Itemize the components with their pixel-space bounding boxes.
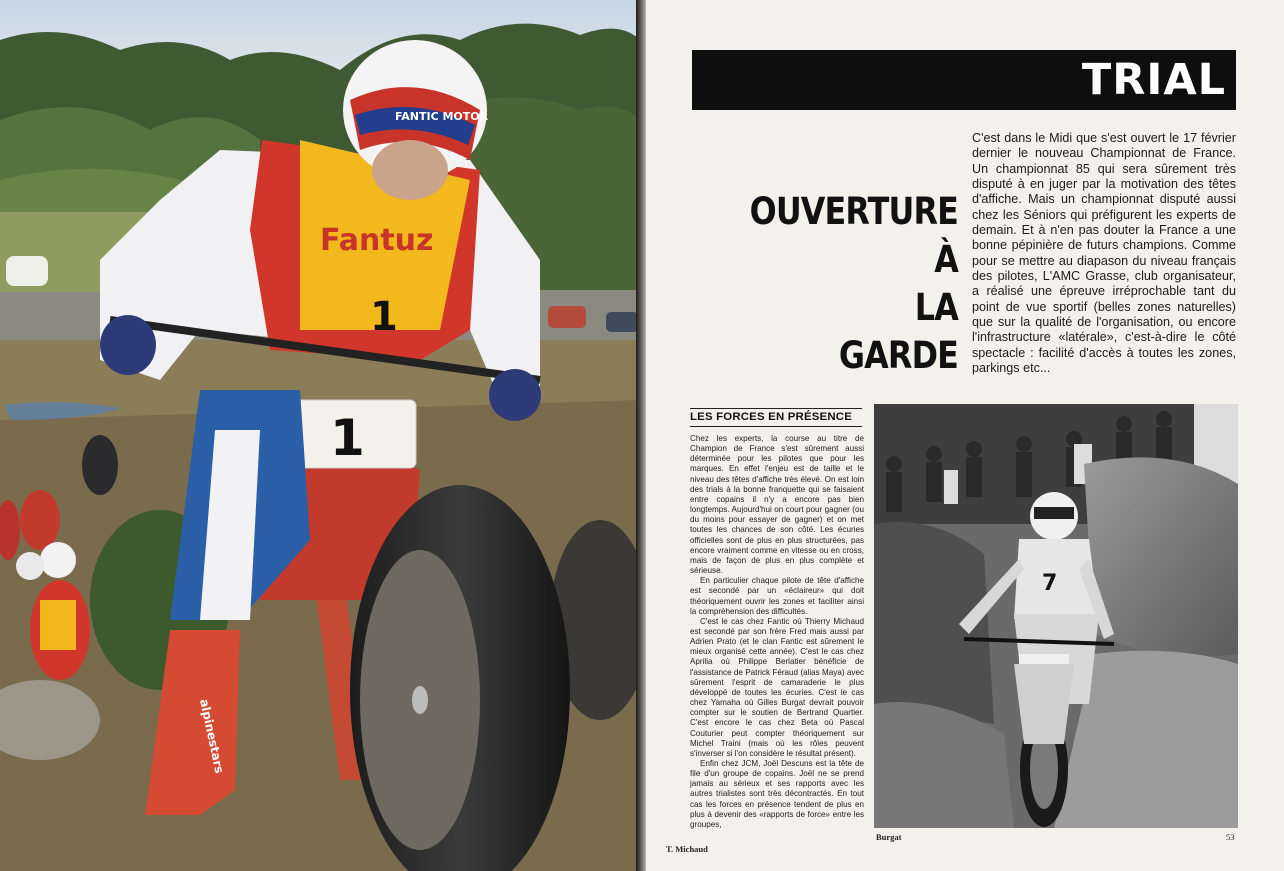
- subsection-heading: LES FORCES EN PRÉSENCE: [690, 408, 862, 427]
- body-paragraph: C'est le cas chez Fantic où Thierry Michaud est secondé par son frère Fred mais aussi par Adrien Prato (et le clan Fantic est sûrement le mieux organisé cette année). C'est le cas chez Aprilia où Philippe Berlatier bénéficie de l'assistance de Patrick Féraud (alias Maya) avec sûrement l'esprit de camaraderie le plus développé de toutes les écuries. C'est le cas chez Yamaha où Gilles Burgat devrait pouvoir compter sur le soutien de Bertrand Quartier. C'est encore le cas chez Beta où Pascal Couturier peut compter théoriquement sur Michel Traini (mais où les rôles peuvent s'inverser si l'on considère le résultat présent).: [690, 616, 864, 758]
- body-paragraph: En particulier chaque pilote de tête d'affiche est secondé par un «éclaireur» qui doit théoriquement ouvrir les zones et faciliter ainsi la compréhension des difficultés.: [690, 576, 864, 616]
- headline-line: GARDE: [838, 334, 958, 377]
- headline-line: OUVERTURE: [749, 190, 958, 233]
- section-label: TRIAL: [1081, 55, 1226, 105]
- bike-number-plate: 1: [330, 409, 365, 467]
- article-intro: C'est dans le Midi que s'est ouvert le 17 février dernier le nouveau Championnat de France. Un championnat 85 qui sera sûrement très disputé à en juger par la motivation des têtes d'affiche. Mais un championnat disputé aussi chez les Séniors qui préfigurent les experts de demain. Et à n'en pas douter la France a une bonne pépinière de futurs champions. Comme pour se mettre au diapason du niveau français des pilotes, L'AMC Grasse, club organisateur, a réalisé une épreuve irréprochable tant du point de vue sportif (belles zones naturelles) que sur la qualité de l'organisation, ou encore l'infrastructure «latérale», c'est-à-dire le côté spectacle : facilité d'accès à toutes les zones, parkings etc...: [972, 131, 1236, 376]
- svg-text:1: 1: [370, 294, 398, 340]
- article-headline: [741, 188, 958, 380]
- boot-text: alpinestars: [197, 697, 227, 775]
- bw-bib-number: 7: [1042, 571, 1058, 596]
- rider-photo-illustration: [0, 0, 640, 871]
- page-number: 53: [1226, 832, 1235, 842]
- bw-rider-photo: [874, 404, 1238, 828]
- article-body-column: [690, 434, 864, 834]
- headline-line: À: [934, 238, 958, 281]
- jersey-text: Fantuz: [320, 223, 434, 258]
- photo-credit-left: T. Michaud: [666, 844, 708, 854]
- left-page-photo: [0, 0, 640, 871]
- headline-line: LA: [914, 286, 958, 329]
- section-banner: [692, 50, 1236, 110]
- body-paragraph: Chez les experts, la course au titre de Champion de France s'est sûrement aussi déterminée pour les pilotes que pour les marques. En effet l'enjeu est de taille et le niveau des têtes d'affiche très élevé. On est loin des trials à la bonne franquette qui se faisaient entre copains il n'y a encore pas bien longtemps. Aujourd'hui on court pour gagner (ou du moins pour essayer de gagner) et on met toutes les chances de son côté. Les écuries officielles sont de plus en plus structurées, pas encore vraiment comme en vitesse ou en cross, mais de façon de plus en plus complète et sérieuse.: [690, 434, 864, 576]
- helmet-text: FANTIC MOTOR: [395, 110, 489, 123]
- photo-credit-right: Burgat: [876, 832, 902, 842]
- bw-photo-illustration: [874, 404, 1238, 828]
- right-page: [646, 0, 1284, 871]
- body-paragraph: Enfin chez JCM, Joël Descuns est la tête de file d'un groupe de copains. Joël ne se prend jamais au sérieux et ses rapports avec les autres trialistes sont très décontractés. En tout cas les forces en présence tendent de plus en plus à devenir des «rapports de force» entre les groupes,: [690, 759, 864, 829]
